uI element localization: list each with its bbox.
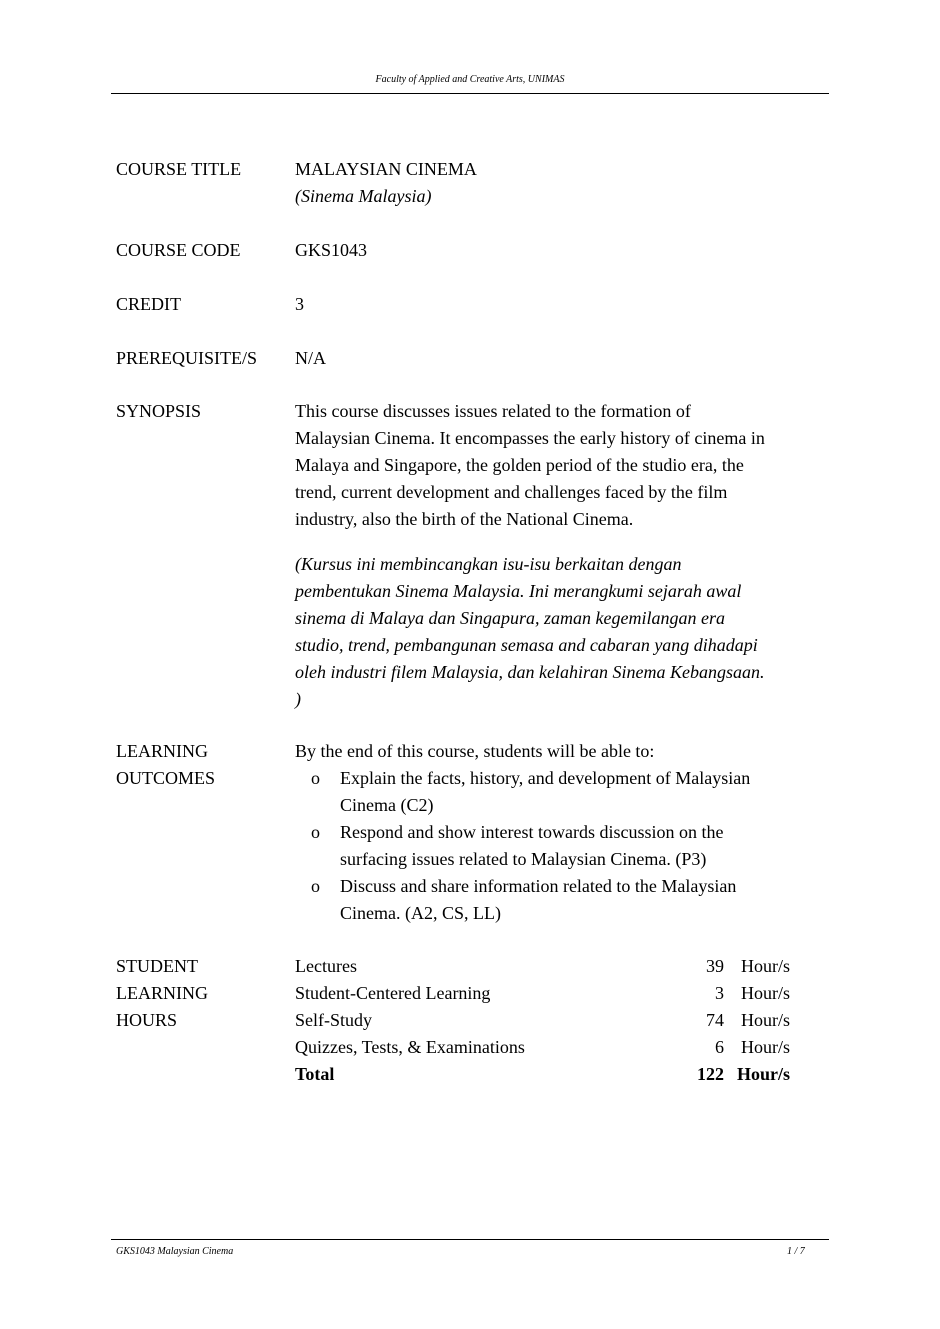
hours-activity: Student-Centered Learning <box>295 983 491 1003</box>
hours-value: 6 <box>715 1037 724 1057</box>
hours-total-unit: Hour/s <box>736 1064 790 1084</box>
header-rule <box>111 93 829 94</box>
hours-value: 39 <box>706 956 724 976</box>
synopsis-malay-line: studio, trend, pembangunan semasa and cabaran yang dihadapi <box>295 635 758 655</box>
outcome-line: Explain the facts, history, and development of Malaysian <box>340 768 751 788</box>
hours-row <box>295 1007 790 1034</box>
hours-activity: Lectures <box>295 956 357 976</box>
hours-unit: Hour/s <box>741 1010 790 1030</box>
learning-outcomes-label-1: LEARNING <box>116 741 208 761</box>
outcome-item <box>340 819 795 873</box>
slh-label-3: HOURS <box>116 1010 178 1030</box>
course-title-malay: (Sinema Malaysia) <box>295 186 432 206</box>
hours-unit: Hour/s <box>741 1037 790 1057</box>
outcome-item <box>340 873 795 927</box>
bullet-marker: o <box>311 822 320 842</box>
synopsis-label: SYNOPSIS <box>116 401 202 421</box>
synopsis-line: trend, current development and challenges faced by the film <box>295 482 728 502</box>
synopsis-malay-line: sinema di Malaya dan Singapura, zaman kegemilangan era <box>295 608 725 628</box>
hours-value: 74 <box>706 1010 724 1030</box>
synopsis-malay-line: oleh industri filem Malaysia, dan kelahiran Sinema Kebangsaan. <box>295 662 765 682</box>
hours-row <box>295 1034 790 1061</box>
slh-label-1: STUDENT <box>116 956 198 976</box>
outcome-line: surfacing issues related to Malaysian Cinema. (P3) <box>340 849 707 869</box>
course-code-label: COURSE CODE <box>116 240 241 260</box>
synopsis-line: Malaya and Singapore, the golden period of the studio era, the <box>295 455 744 475</box>
hours-total-value: 122 <box>697 1064 724 1084</box>
course-title-value: MALAYSIAN CINEMA <box>295 159 477 179</box>
synopsis-line: industry, also the birth of the National Cinema. <box>295 509 634 529</box>
hours-activity: Self-Study <box>295 1010 373 1030</box>
page-header: Faculty of Applied and Creative Arts, UNIMAS <box>375 74 565 85</box>
hours-row <box>295 953 790 980</box>
synopsis-english <box>295 398 795 533</box>
credit-label: CREDIT <box>116 294 181 314</box>
hours-unit: Hour/s <box>741 956 790 976</box>
course-code-value: GKS1043 <box>295 240 368 260</box>
footer-course: GKS1043 Malaysian Cinema <box>116 1246 234 1257</box>
slh-label-2: LEARNING <box>116 983 208 1003</box>
outcome-line: Discuss and share information related to the Malaysian <box>340 876 737 896</box>
hours-unit: Hour/s <box>741 983 790 1003</box>
learning-outcomes-label-2: OUTCOMES <box>116 768 216 788</box>
course-title-label: COURSE TITLE <box>116 159 242 179</box>
hours-row <box>295 980 790 1007</box>
outcome-line: Respond and show interest towards discussion on the <box>340 822 724 842</box>
hours-total-label: Total <box>295 1064 335 1084</box>
synopsis-malay-line: pembentukan Sinema Malaysia. Ini merangkumi sejarah awal <box>295 581 742 601</box>
outcome-line: Cinema (C2) <box>340 795 434 815</box>
page-number: 1 / 7 <box>787 1246 805 1257</box>
synopsis-malay-line: (Kursus ini membincangkan isu-isu berkaitan dengan <box>295 554 682 574</box>
learning-outcomes-intro: By the end of this course, students will be able to: <box>295 741 655 761</box>
prerequisite-label: PREREQUISITE/S <box>116 348 258 368</box>
synopsis-malay <box>295 551 795 713</box>
outcome-item <box>340 765 795 819</box>
credit-value: 3 <box>295 294 304 314</box>
hours-total-row <box>295 1061 790 1088</box>
bullet-marker: o <box>311 876 320 896</box>
prerequisite-value: N/A <box>295 348 326 368</box>
footer-rule <box>111 1239 829 1240</box>
synopsis-malay-line: ) <box>295 689 301 709</box>
outcome-line: Cinema. (A2, CS, LL) <box>340 903 501 923</box>
synopsis-line: This course discusses issues related to the formation of <box>295 401 691 421</box>
hours-value: 3 <box>715 983 724 1003</box>
bullet-marker: o <box>311 768 320 788</box>
synopsis-line: Malaysian Cinema. It encompasses the early history of cinema in <box>295 428 765 448</box>
hours-activity: Quizzes, Tests, & Examinations <box>295 1037 525 1057</box>
